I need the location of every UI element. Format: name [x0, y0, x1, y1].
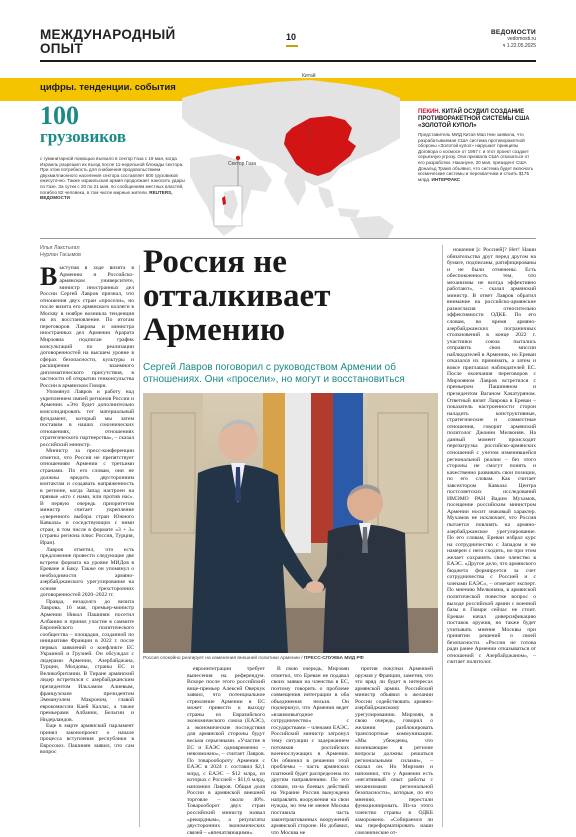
- paragraph-text: ыступая в ходе визита в Армению и Российско-армянском университете, министр иностранных дел России Сергей Лавров признал, что отношения двух стран «просели», но после визита его армянского коллеги в Москву в ноябре возникла тенденция на их восстановление. По итогам переговоров Лаврова и министра иностранных дел Армении Арарата Мирзояна подписан график консультаций по реализации договоренностей на высшем уровне в сферах безопасности, культуры и расширения взаимного дипломатического присутствия, в частности об открытии генконсульства России в армянском Гюмри.: [40, 265, 134, 389]
- article-column-1: [40, 262, 134, 827]
- china-source: ИНТЕРФАКС: [431, 176, 461, 182]
- section-divider: [40, 238, 536, 239]
- map-label-gaza: Сектор Газа: [228, 161, 257, 167]
- article-column-4: [355, 666, 433, 836]
- byline: [40, 245, 81, 258]
- article-paragraph: В свою очередь, Мирзоян отметил, что Ереван не подавал своих заявки на членство в ЕС, поэтому говорить о проблеме совмещения интеграции в оба объединения нельзя. Он подчеркнул, что Армения ведет «взаимовыгодное сотрудничество» с государствами – членами ЕАЭС. Российский министр затронул тему ситуации с задержанием потомков российских военнослужащих в Армении. Он обвинил в решении этой проблемы – часть армянских платежей будет распределена по другим направлениям. По его словам, из-за боевых действий на Украине Россия вынуждена направлять вооружения на свои нужды, но тем не менее Москва поставила часть законтрактованных вооружений армянской стороне. Но добавил, что Москва не: [271, 666, 349, 836]
- drop-cap: В: [40, 262, 58, 291]
- china-headline: [418, 109, 536, 130]
- stat-body: с гуманитарной помощью въехало в сектор Газа с 19 мая, когда Израиль разрешил их въезд после 11-недельной блокады сектора. При этом потребность для снабжения продовольствием двухмиллионного населения сектора составляет 600 грузовиков ежесуточно. Также израильская армия продолжает наносить удары по Газе. За сутки с 20 по 21 мая, по сообщениям местных властей, погибло 82 человека, в том числе мирные жители.: [40, 156, 185, 195]
- article-paragraph: Лавров отметил, что есть предложение провести следующие две встречи формата на уровне МИДов в Ереване и Баку. Также он упомянул о необходимости армяно-азербайджанского урегулирования на основе трехсторонних договоренностей 2020–2022 гг.: [40, 546, 134, 599]
- china-place: ПЕКИН.: [418, 109, 441, 115]
- news-band-label: цифры. тенденции. события: [40, 82, 176, 93]
- photo-caption: Россия спокойно реагирует на изменения внешней политики Армении / ПРЕСС-СЛУЖБА МИД РФ: [143, 656, 364, 661]
- land-seasia: [318, 186, 360, 218]
- world-map-graphic: [180, 68, 402, 238]
- masthead: [491, 29, 536, 49]
- china-body: Представитель МИД Китая Мао Нин заявила, что разрабатываемая США система противоракетной обороны «Золотой купол» нарушает принципы Договора о космосе от 1967 г. и этот проект создает серьезную угрозу. Она призвала США отказаться от его разработки. Накануне, 20 мая, президент США Дональд Трамп объявил, что система будет включать космические системы и перехватчики и стоить $175 млрд.: [418, 132, 534, 182]
- stat-unit: грузовиков: [40, 127, 127, 146]
- section-title-line2: ОПЫТ: [40, 41, 83, 56]
- article-paragraph: Правда, незадолго до визита Лаврова, 16 мая, премьер-министр Армении Никол Пашинян посетил Албанию и принял участие в саммите Европейского политического сообщества – площадки, созданной по инициативе Франции в 2022 г. после первых заявлений о конфликте ЕС Украиной и Грузией. Он обсуждал с лидерами Армении, Азербайджана, Турции, Молдовы, страны ЕС и Великобритании. В Тиране армянский лидер встретился с азербайджанским президентом Ильхамом Алиевым, французским президентом Эммануэлем Макроном, главой еврокомиссии Каей Каллас, а также премьерами Албании, Бельгии и Нидерландов.: [40, 598, 134, 723]
- column-rule: [139, 265, 140, 827]
- article-paragraph: Упомянул Лавров и работу над укреплением связей регионов России и Армении. «Это будет дополнительно консолидировать тот материальный фундамент, который мы затем поставим в наших союзнических отношениях, отношениях стратегического партнерства», – сказал российский министр.: [40, 389, 134, 448]
- section-title-line1: МЕЖДУНАРОДНЫЙ: [40, 27, 176, 42]
- article-photo: [143, 393, 438, 653]
- author-2: Нурлан Гасымов: [40, 251, 81, 258]
- article-column-3: [271, 666, 349, 836]
- section-title: [40, 28, 175, 56]
- article-deck: Сергей Лавров поговорил с руководством Армении об отношениях. Они «просели», но могут и восстановиться: [143, 362, 405, 385]
- column-rule: [442, 245, 443, 827]
- page-number: 10: [286, 32, 297, 42]
- china-text: [418, 132, 536, 182]
- article-paragraph: евроинтеграции требует вынесения на референдум. Вскоре после этого российский вице-премьер Алексей Оверчук заявил, что потенциальное стремление Армении в ЕС может привести к выходу страны из Евразийского экономического союза (ЕАЭС), а экономические последствия для армянской стороны будут весьма серьезными. «Участие в ЕС и ЕАЭС одновременно – невозможно», – считает Лавров. По товарообороту Армении с ЕАЭС в 2024 г. составил $2,1 млрд, с ЕАЭС – $12 млрд, из которых с Россией – $11,6 млрд, напомнил Лавров. Общая доля России в армянской внешней торговле – около 40%. Товарооборот двух стран российский министр назвал «рекордным», а результаты двусторонних экономических связей – «впечатляющими».: [187, 666, 265, 836]
- article-paragraph: [40, 262, 134, 389]
- masthead-brand: ВЕДОМОСТИ: [490, 29, 536, 36]
- photo-credit: ПРЕСС-СЛУЖБА МИД РФ: [303, 656, 364, 661]
- handshake-illustration: [143, 393, 438, 653]
- map-label-china: Китай: [302, 73, 316, 79]
- masthead-site: vedomosti.ru: [507, 36, 536, 42]
- article-paragraph: Министр за пресс-конференции отметил, что Россия не препятствует отношениям Армении с третьими странами. По его словам, они не должны вредить двусторонним контактам и создавать напряженность в регионе, когда Запад настроен на прямые «кто с нами, или против нас». В первую очередь приоритетом министр считает укрепление «уверенного выбора стран Южного Кавказа» и соседствующих с ними стран, в том числе в формате «3 + 3» (страны региона плюс Россия, Турция, Иран).: [40, 448, 134, 546]
- stat-text: [40, 156, 190, 201]
- article-headline: Россия не отталкивает Армению: [143, 244, 331, 348]
- china-headline-text: КИТАЙ ОСУДИЛ СОЗДАНИЕ ПРОТИВОРАКЕТНОЙ СИСТЕМЫ США «ЗОЛОТОЙ КУПОЛ»: [418, 109, 530, 129]
- page-header: [40, 26, 536, 62]
- masthead-issue: ч 1.22.05.2025: [502, 42, 536, 49]
- article-paragraph: Еще в марте армянский парламент принял законопроект о начале процесса вступления республики в Евросоюз. Пашинян заявил, что сам вопрос: [40, 723, 134, 756]
- article-paragraph: против покупки Арменией оружия у Франции, заметив, что это вряд ли будет в интересах армянской армии. Российский министр объявил о желании России содействовать армяно-азербайджанскому урегулированию. Мирзоян, в свою очередь, говорил о желании разблокировать транспортные коммуникации. «Мы убеждены, что возникающие в регионе вопросы должны решаться региональными силами», – сказал он. Но Мирзоян и напомнил, что у Армении есть «негативный опыт работы с механизмами региональной безопасности», которые, по его мнению, перестали функционировать. Из-за этого членство страны в ОДКБ заморожено. «Собираемся ли мы переформатировать наши союзнические от-: [355, 666, 433, 836]
- author-1: Илья Лакстыгал: [40, 245, 80, 251]
- stat-number: 100: [40, 101, 79, 130]
- land-australia: [350, 216, 394, 238]
- article-paragraph: ношения [с Россией]? Нет! Наши обязательства друг перед другом на бумаге, подписаны, ратифицированы и не были отменены. Есть обеспокоенность тем, что механизмы не всегда эффективно работают», – сказал армянский министр. В ответ Лавров обратил внимание на российско-армянские разногласия относительно эффективности ОДКБ. По его словам, во время армяно-азербайджанских пограничных столкновений в конце 2022 г. участники союза пытались отправить свои миссии наблюдателей в Армению, но Ереван отказался их принимать, а затем и вовсе приглашал наблюдателей ЕС. После окончания переговоров с Мирзояном Лавров встретился с премьером Пашиняном и президентом Ваганом Хачатуряном. Ответный визит Лаврова в Ереван – показатель настроенности сторон наладить конструктивные, стратегические и совместные отношения, говорит армянский политолог Джонни Мелконян. На данный момент происходит перезагрузка российско-армянских отношений с учетом изменившейся региональной реалии – без этого стороны не смогут понять и качественно развивать свои позиции, по его словам. Как считает завсектором Кавказа Центра постсоветских исследований ИМЭМО РАН Вадим Мухамов, посещение российским министром Армении носит знаковый характер. Мухамов не исключает, что Россия пытается повлиять на армяно-азербайджанское урегулирование. По его словам, Ереван избрал курс на сотрудничество с Западом и не намерен с него сходить, но при этом желает сохранять свое членство в ЕАЭС. «Другое дело, что армянского бюджета формируется за счет сотрудничества с Россией и с членами ЕАЭС», – отмечает эксперт. По мнению Мелконяна, в армянской политической повестке вопрос о выходе российской армии с военной базы в Гюмри сейчас не стоит. Ереван начал диверсификацию поставок оружия, но также будет учитывать мнение Москвы при принятии решений о своей безопасности. «Россия не готова ради ранее Армении отказываться от отношений с Азербайджаном», – считает политолог.: [447, 247, 536, 666]
- world-map: [180, 68, 402, 238]
- header-divider: [40, 60, 536, 62]
- land-india: [284, 172, 306, 206]
- article-column-5: [447, 247, 536, 827]
- china-brief: [418, 109, 536, 182]
- caption-text: Россия спокойно реагирует на изменения внешней политики Армении: [143, 656, 300, 661]
- article-column-2: [187, 666, 265, 836]
- stat-source: REUTERS, ВЕДОМОСТИ: [40, 189, 173, 201]
